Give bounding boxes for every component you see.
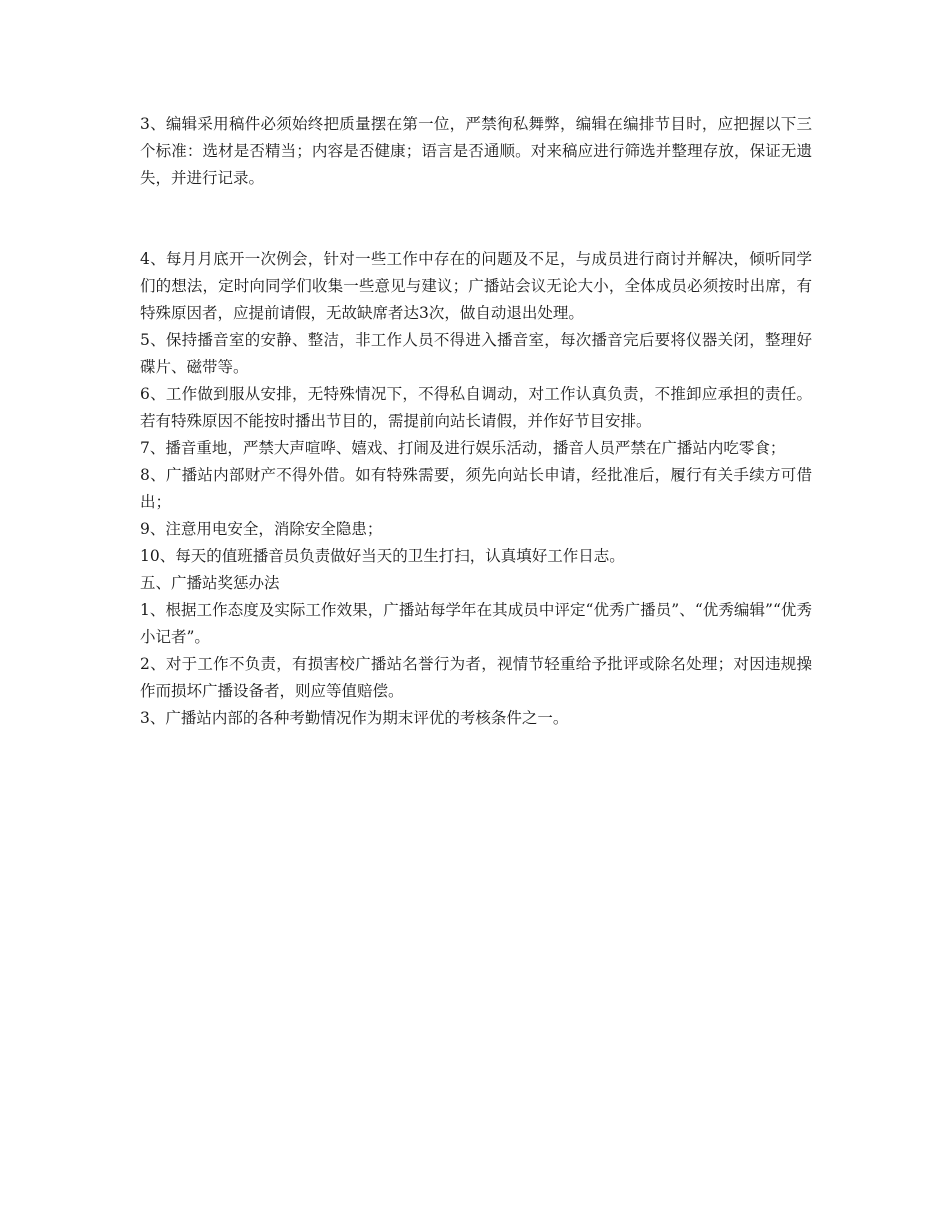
rule-paragraph-6: 6、工作做到服从安排，无特殊情况下，不得私自调动，对工作认真负责，不推卸应承担的责任。若有特殊原因不能按时播出节目的，需提前向站长请假，并作好节目安排。: [140, 385, 812, 430]
rule-paragraph-10: 10、每天的值班播音员负责做好当天的卫生打扫，认真填好工作日志。: [140, 547, 625, 565]
reward-paragraph-3: 3、广播站内部的各种考勤情况作为期末评优的考核条件之一。: [140, 709, 569, 727]
rule-paragraph-4: 4、每月月底开一次例会，针对一些工作中存在的问题及不足，与成员进行商讨并解决，倾听同学们的想法，定时向同学们收集一些意见与建议；广播站会议无论大小，全体成员必须按时出席，有特殊原因者，应提前请假，无故缺席者达3次，做自动退出处理。: [140, 250, 812, 322]
rule-paragraph-8: 8、广播站内部财产不得外借。如有特殊需要，须先向站长申请，经批准后，履行有关手续方可借出；: [140, 466, 812, 511]
rule-paragraph-5: 5、保持播音室的安静、整洁，非工作人员不得进入播音室，每次播音完后要将仪器关闭，整理好碟片、磁带等。: [140, 331, 812, 376]
reward-paragraph-1: 1、根据工作态度及实际工作效果，广播站每学年在其成员中评定“优秀广播员”、“优秀编辑”“优秀小记者”。: [140, 601, 812, 646]
rule-paragraph-7: 7、播音重地，严禁大声喧哗、嬉戏、打闹及进行娱乐活动，播音人员严禁在广播站内吃零食；: [140, 439, 786, 457]
section-heading: 五、广播站奖惩办法: [140, 574, 280, 592]
reward-paragraph-2: 2、对于工作不负责，有损害校广播站名誉行为者，视情节轻重给予批评或除名处理；对因违规操作而损坏广播设备者，则应等值赔偿。: [140, 655, 812, 700]
rule-paragraph-3: 3、编辑采用稿件必须始终把质量摆在第一位，严禁徇私舞弊，编辑在编排节目时，应把握以下三个标准：选材是否精当；内容是否健康；语言是否通顺。对来稿应进行筛选并整理存放，保证无遗失，并进行记录。: [140, 115, 812, 187]
rule-paragraph-9: 9、注意用电安全，消除安全隐患；: [140, 520, 383, 538]
paragraph-spacer: [140, 192, 812, 219]
document-body: [140, 111, 812, 732]
paragraph-spacer: [140, 219, 812, 246]
